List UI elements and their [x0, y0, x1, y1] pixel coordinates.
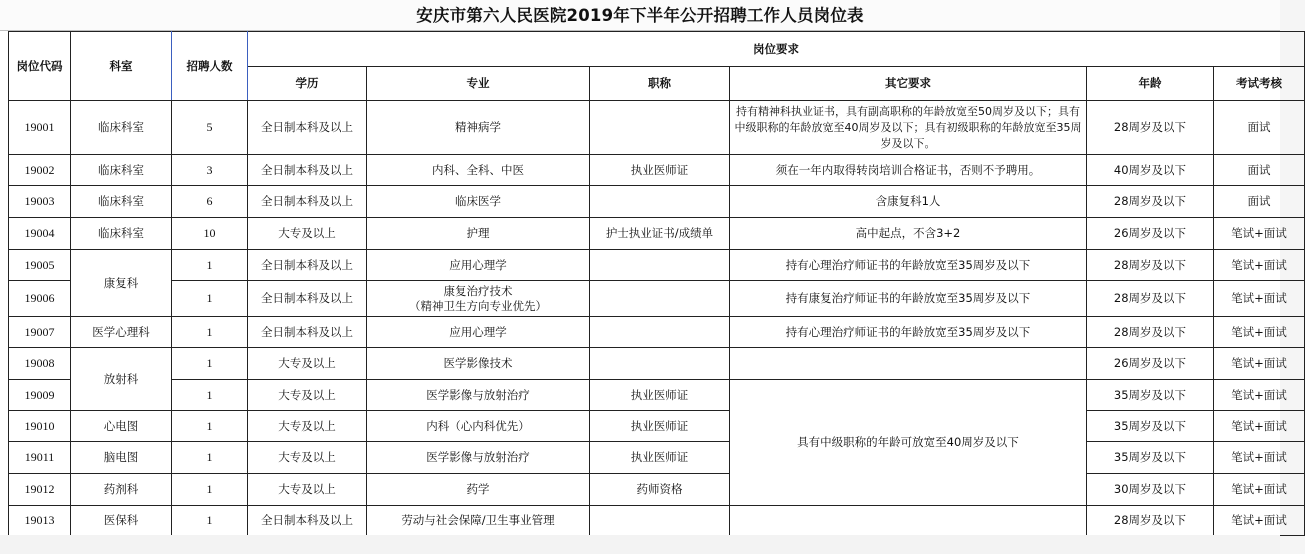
cell-count: 1 [172, 411, 248, 442]
table-row [9, 380, 1305, 411]
cell-title-rank: 执业医师证 [590, 442, 730, 474]
cell-age: 28周岁及以下 [1087, 317, 1214, 348]
table-row [9, 155, 1305, 186]
table-row [9, 348, 1305, 380]
cell-other: 须在一年内取得转岗培训合格证书，否则不予聘用。 [730, 155, 1087, 186]
cell-code: 19007 [9, 317, 71, 348]
cell-education: 大专及以上 [248, 218, 367, 250]
header-row-1 [9, 32, 1305, 67]
cell-education: 全日制本科及以上 [248, 250, 367, 281]
cell-education: 全日制本科及以上 [248, 281, 367, 317]
cell-age: 28周岁及以下 [1087, 506, 1214, 536]
cell-title-rank: 执业医师证 [590, 380, 730, 411]
cell-count: 1 [172, 250, 248, 281]
cell-major: 临床医学 [367, 186, 590, 218]
cell-age: 28周岁及以下 [1087, 250, 1214, 281]
cell-exam: 笔试+面试 [1214, 442, 1305, 474]
table-row [9, 506, 1305, 536]
cell-age: 28周岁及以下 [1087, 281, 1214, 317]
cell-title-rank [590, 506, 730, 536]
cell-education: 全日制本科及以上 [248, 317, 367, 348]
cell-dept: 医保科 [71, 506, 172, 536]
cell-age: 35周岁及以下 [1087, 380, 1214, 411]
cell-major [367, 281, 590, 317]
cell-code: 19008 [9, 348, 71, 380]
cell-age: 28周岁及以下 [1087, 101, 1214, 155]
cell-count: 6 [172, 186, 248, 218]
cell-education: 大专及以上 [248, 411, 367, 442]
cell-education: 全日制本科及以上 [248, 155, 367, 186]
cell-title-rank: 药师资格 [590, 474, 730, 506]
header-requirements: 岗位要求 [248, 32, 1305, 67]
cell-education: 大专及以上 [248, 442, 367, 474]
cell-dept: 康复科 [71, 250, 172, 317]
cell-code: 19012 [9, 474, 71, 506]
header-education: 学历 [248, 67, 367, 101]
cell-education: 大专及以上 [248, 348, 367, 380]
cell-title-rank [590, 101, 730, 155]
cell-major-line2: （精神卫生方向专业优先） [409, 298, 547, 313]
cell-education: 全日制本科及以上 [248, 506, 367, 536]
cell-other: 具有中级职称的年龄可放宽至40周岁及以下 [730, 380, 1087, 506]
cell-major: 内科（心内科优先） [367, 411, 590, 442]
header-dept: 科室 [71, 32, 172, 101]
cell-title-rank [590, 250, 730, 281]
cell-major: 医学影像与放射治疗 [367, 442, 590, 474]
cell-exam: 面试 [1214, 186, 1305, 218]
page-title: 安庆市第六人民医院2019年下半年公开招聘工作人员岗位表 [0, 0, 1280, 31]
cell-exam: 笔试+面试 [1214, 380, 1305, 411]
cell-count: 1 [172, 442, 248, 474]
cell-major: 医学影像技术 [367, 348, 590, 380]
cell-exam: 面试 [1214, 155, 1305, 186]
cell-other [730, 348, 1087, 380]
cell-code: 19013 [9, 506, 71, 536]
cell-major: 精神病学 [367, 101, 590, 155]
cell-age: 30周岁及以下 [1087, 474, 1214, 506]
cell-title-rank: 执业医师证 [590, 155, 730, 186]
cell-count: 1 [172, 380, 248, 411]
header-code: 岗位代码 [9, 32, 71, 101]
cell-major: 护理 [367, 218, 590, 250]
header-major: 专业 [367, 67, 590, 101]
cell-exam: 笔试+面试 [1214, 348, 1305, 380]
cell-dept: 心电图 [71, 411, 172, 442]
cell-education: 大专及以上 [248, 474, 367, 506]
bottom-margin [0, 535, 1280, 554]
cell-dept: 临床科室 [71, 186, 172, 218]
header-count: 招聘人数 [172, 32, 248, 101]
cell-exam: 笔试+面试 [1214, 506, 1305, 536]
cell-exam: 笔试+面试 [1214, 218, 1305, 250]
table-row [9, 101, 1305, 155]
cell-title-rank [590, 186, 730, 218]
cell-education: 全日制本科及以上 [248, 186, 367, 218]
header-title-rank: 职称 [590, 67, 730, 101]
cell-age: 35周岁及以下 [1087, 411, 1214, 442]
cell-count: 1 [172, 506, 248, 536]
cell-major: 应用心理学 [367, 317, 590, 348]
cell-age: 26周岁及以下 [1087, 348, 1214, 380]
cell-code: 19009 [9, 380, 71, 411]
cell-education: 大专及以上 [248, 380, 367, 411]
cell-code: 19010 [9, 411, 71, 442]
table-row [9, 250, 1305, 281]
cell-dept: 临床科室 [71, 218, 172, 250]
header-other: 其它要求 [730, 67, 1087, 101]
cell-major: 内科、全科、中医 [367, 155, 590, 186]
cell-age: 26周岁及以下 [1087, 218, 1214, 250]
cell-age: 35周岁及以下 [1087, 442, 1214, 474]
cell-count: 10 [172, 218, 248, 250]
cell-title-rank [590, 317, 730, 348]
cell-other: 持有精神科执业证书，具有副高职称的年龄放宽至50周岁及以下；具有中级职称的年龄放宽至40周岁及以下；具有初级职称的年龄放宽至35周岁及以下。 [730, 101, 1087, 155]
cell-dept: 临床科室 [71, 155, 172, 186]
cell-exam: 笔试+面试 [1214, 281, 1305, 317]
cell-title-rank [590, 348, 730, 380]
cell-title-rank: 护士执业证书/成绩单 [590, 218, 730, 250]
cell-count: 1 [172, 474, 248, 506]
cell-count: 5 [172, 101, 248, 155]
cell-major-line1: 康复治疗技术 [443, 283, 513, 298]
table-row [9, 411, 1305, 442]
cell-title-rank: 执业医师证 [590, 411, 730, 442]
cell-exam: 笔试+面试 [1214, 474, 1305, 506]
header-exam: 考试考核 [1214, 67, 1305, 101]
cell-code: 19001 [9, 101, 71, 155]
cell-age: 40周岁及以下 [1087, 155, 1214, 186]
cell-major: 药学 [367, 474, 590, 506]
cell-title-rank [590, 281, 730, 317]
cell-age: 28周岁及以下 [1087, 186, 1214, 218]
table-row [9, 218, 1305, 250]
cell-count: 1 [172, 317, 248, 348]
cell-code: 19011 [9, 442, 71, 474]
cell-dept: 放射科 [71, 348, 172, 411]
cell-exam: 笔试+面试 [1214, 250, 1305, 281]
cell-code: 19003 [9, 186, 71, 218]
header-age: 年龄 [1087, 67, 1214, 101]
cell-other: 持有康复治疗师证书的年龄放宽至35周岁及以下 [730, 281, 1087, 317]
cell-education: 全日制本科及以上 [248, 101, 367, 155]
table-row [9, 281, 1305, 317]
cell-major: 医学影像与放射治疗 [367, 380, 590, 411]
cell-other: 持有心理治疗师证书的年龄放宽至35周岁及以下 [730, 317, 1087, 348]
table-row [9, 317, 1305, 348]
cell-exam: 面试 [1214, 101, 1305, 155]
table-row [9, 186, 1305, 218]
cell-major: 应用心理学 [367, 250, 590, 281]
cell-exam: 笔试+面试 [1214, 411, 1305, 442]
table-row [9, 474, 1305, 506]
cell-other [730, 506, 1087, 536]
cell-code: 19004 [9, 218, 71, 250]
cell-dept: 药剂科 [71, 474, 172, 506]
cell-exam: 笔试+面试 [1214, 317, 1305, 348]
cell-other: 高中起点，不含3+2 [730, 218, 1087, 250]
cell-count: 3 [172, 155, 248, 186]
cell-major: 劳动与社会保障/卫生事业管理 [367, 506, 590, 536]
cell-dept: 临床科室 [71, 101, 172, 155]
positions-table [8, 31, 1305, 536]
table-row [9, 442, 1305, 474]
cell-code: 19005 [9, 250, 71, 281]
cell-code: 19002 [9, 155, 71, 186]
cell-count: 1 [172, 348, 248, 380]
cell-other: 持有心理治疗师证书的年龄放宽至35周岁及以下 [730, 250, 1087, 281]
cell-dept: 医学心理科 [71, 317, 172, 348]
cell-count: 1 [172, 281, 248, 317]
cell-other: 含康复科1人 [730, 186, 1087, 218]
cell-dept: 脑电图 [71, 442, 172, 474]
cell-code: 19006 [9, 281, 71, 317]
